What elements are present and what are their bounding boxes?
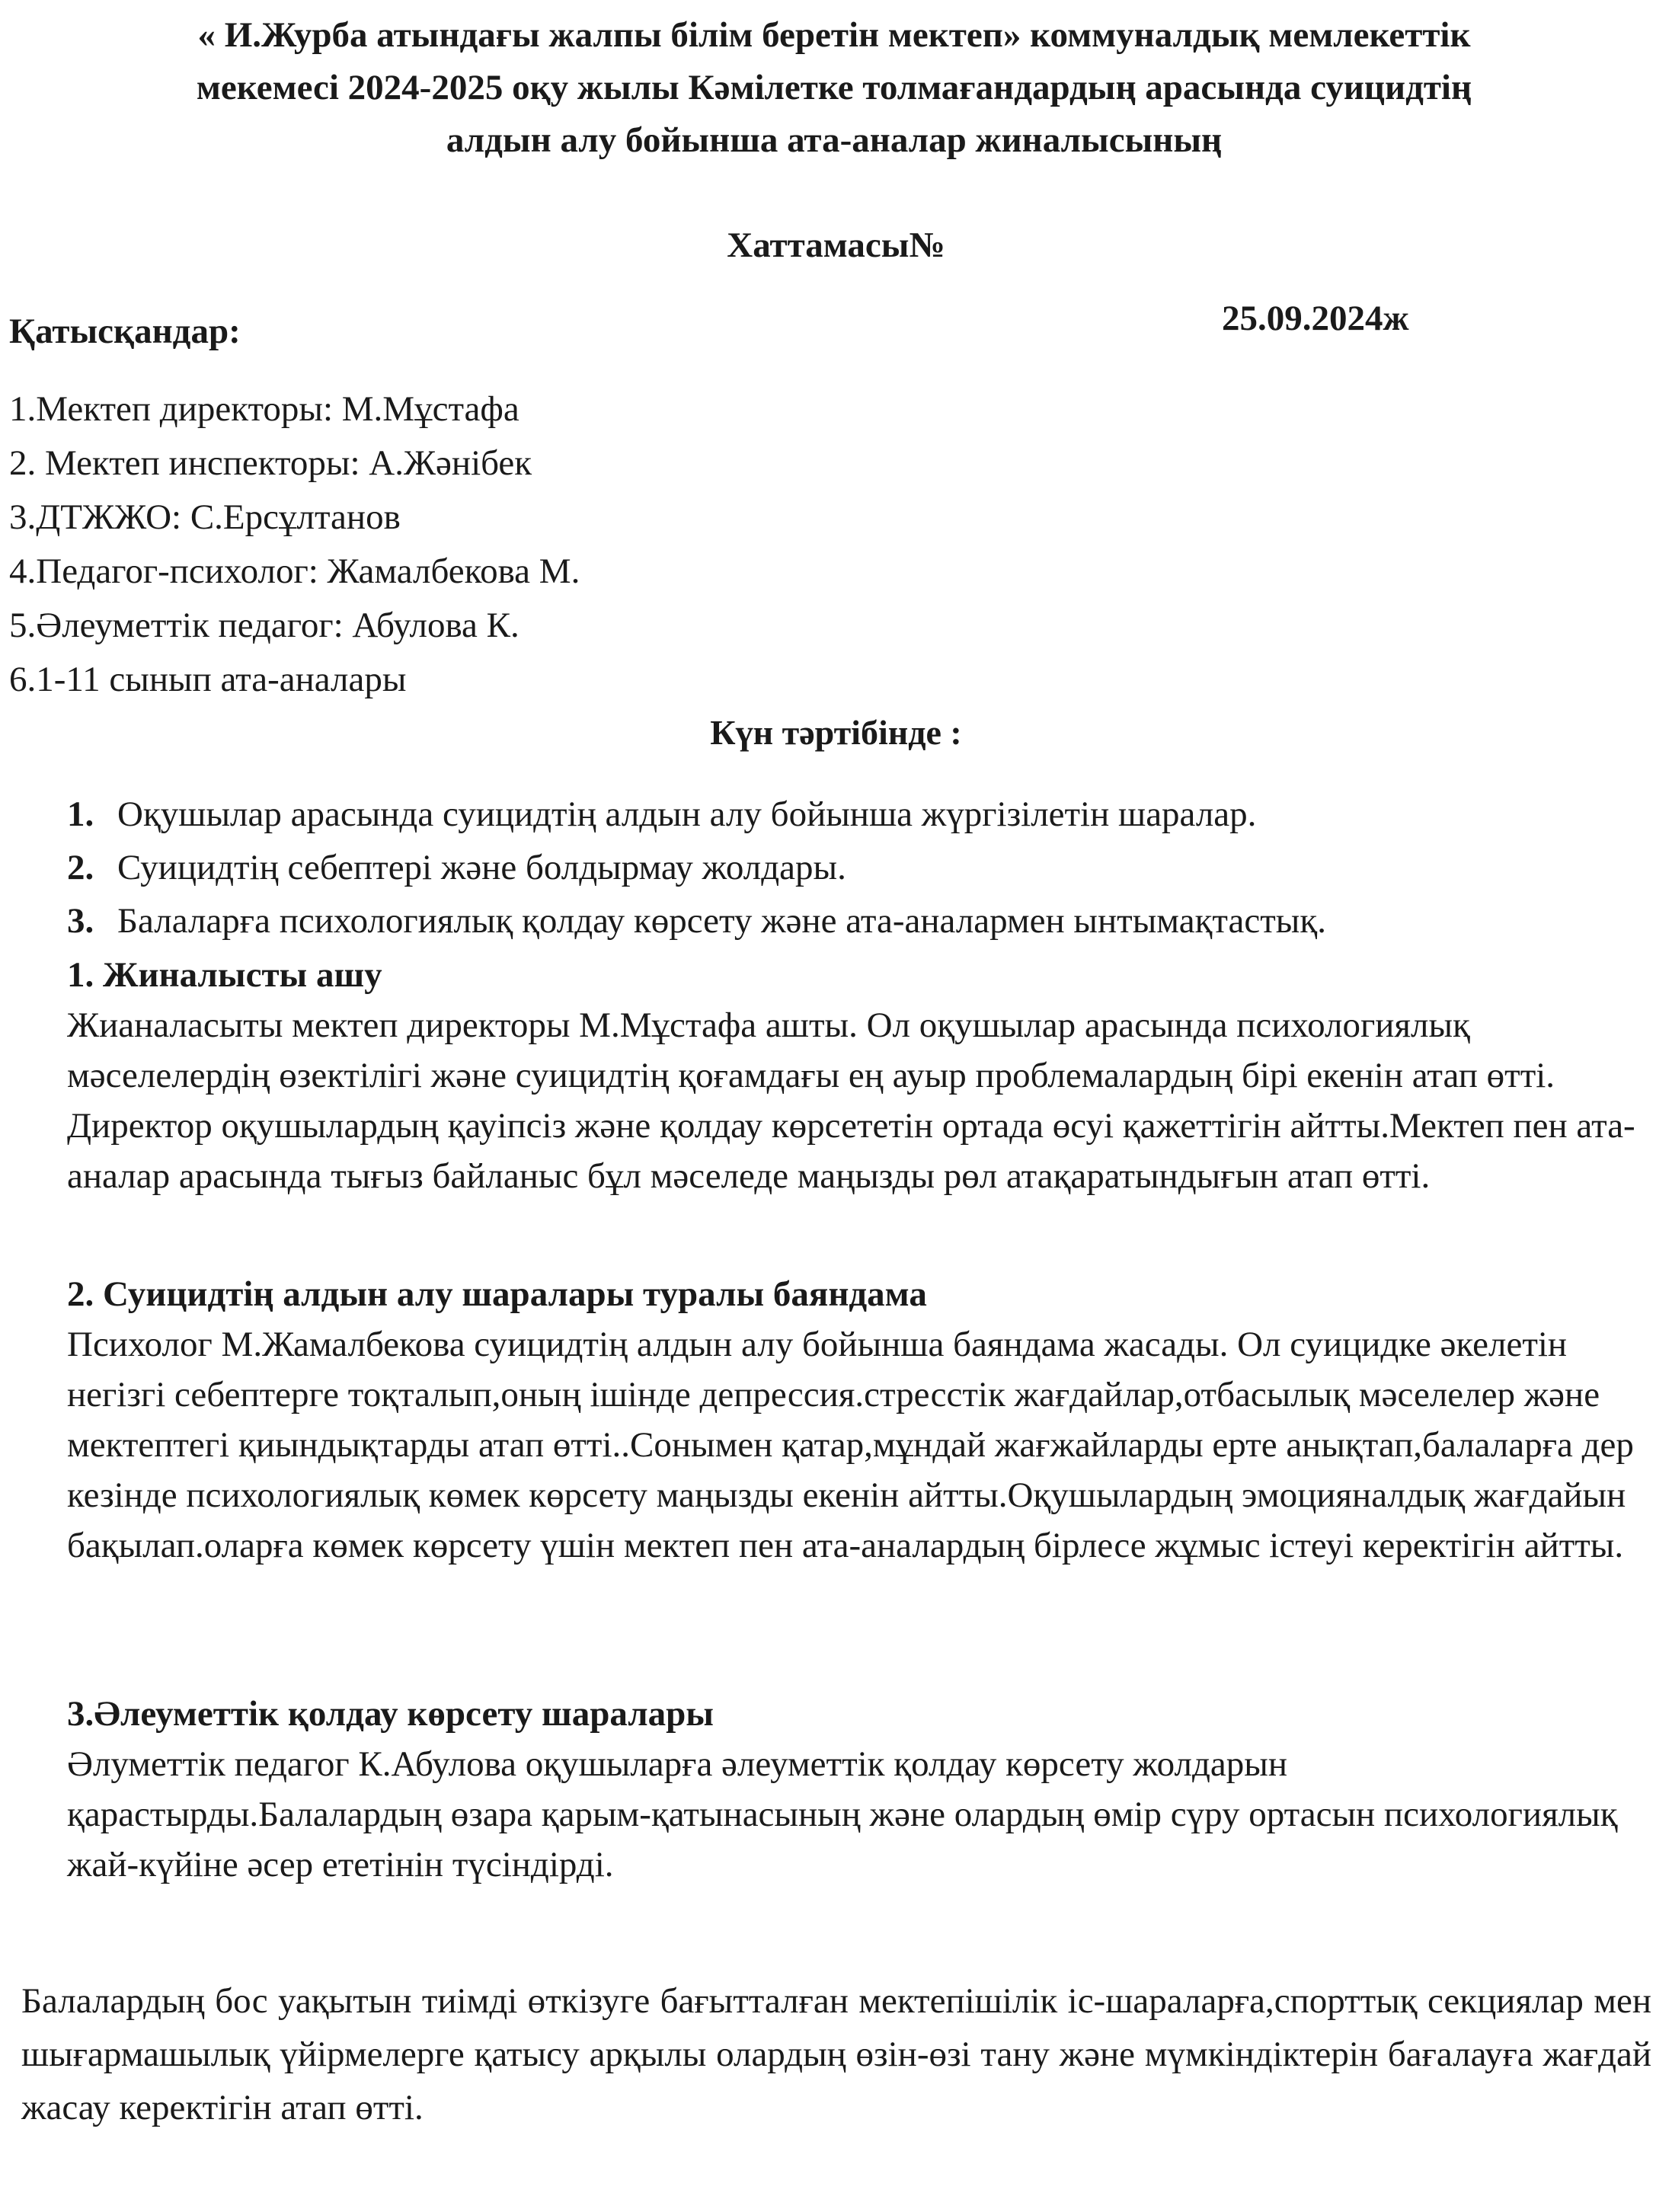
participant-item: 2. Мектеп инспекторы: А.Жәнібек [9, 443, 532, 483]
section-body: Әлуметтік педагог К.Абулова оқушыларға әлеуметтік қолдау көрсету жолдарын қарастырды.Балалардың өзара қарым-қатынасының және олардың өмір сүру ортасын психологиялық жай-күйіне әсер ететінін түсіндірді. [67, 1744, 1618, 1884]
agenda-item [67, 841, 1667, 894]
agenda-item-number: 3. [67, 901, 94, 941]
participant-item: 3.ДТЖЖО: С.Ерсұлтанов [9, 497, 401, 537]
agenda-heading: Күн тәртібінде : [710, 713, 962, 752]
meeting-date: 25.09.2024ж [1222, 299, 1409, 338]
section-body: Жианаласыты мектеп директоры М.Мұстафа ашты. Ол оқушылар арасында психологиялық мәселелердің өзектілігі және суицидтің қоғамдағы ең ауыр проблемалардың бірі екенін атап өтті. Директор оқушылардың қауіпсіз және қолдау көрсететін ортада өсуі қажеттігін айтты.Мектеп пен ата-аналар арасында тығыз байланыс бұл мәселеде маңызды рөл атақаратындығын атап өтті. [67, 1005, 1635, 1196]
agenda-item [67, 788, 1667, 841]
section-title: 1. Жиналысты ашу [67, 955, 382, 995]
section-body: Психолог М.Жамалбекова суицидтің алдын алу бойынша баяндама жасады. Ол суицидке әкелетін негізгі себептерге тоқталып,оның ішінде депрессия.стресстік жағдайлар,отбасылық мәселелер және мектептегі қиындықтарды атап өтті..Сонымен қатар,мұндай жағжайларды ерте анықтап,балаларға дер кезінде психологиялық көмек көрсету маңызды екенін айтты.Оқушылардың эмоцияналдық жағдайын бақылап.оларға көмек көрсету үшін мектеп пен ата-аналардың бірлесе жұмыс істеуі керектігін айтты. [67, 1325, 1634, 1565]
participant-item: 5.Әлеуметтік педагог: Абулова К. [9, 606, 520, 645]
section-title: 3.Әлеуметтік қолдау көрсету шаралары [67, 1694, 714, 1734]
participant-item: 1.Мектеп директоры: М.Мұстафа [9, 389, 520, 429]
document-header [15, 9, 1653, 167]
section-title: 2. Суицидтің алдын алу шаралары туралы баяндама [67, 1274, 927, 1314]
header-line-3: алдын алу бойынша ата-аналар жиналысының [446, 120, 1223, 160]
section-social-support [67, 1689, 1651, 1890]
participant-item: 6.1-11 сынып ата-аналары [9, 660, 407, 699]
agenda-item [67, 894, 1667, 948]
participant-item: 4.Педагог-психолог: Жамалбекова М. [9, 551, 580, 591]
protocol-title: Хаттамасы№ [727, 225, 945, 265]
participants-list [9, 382, 1076, 707]
agenda-item-text: Оқушылар арасында суицидтің алдын алу бойынша жүргізілетін шаралар. [117, 794, 1257, 834]
header-line-2: мекемесі 2024-2025 оқу жылы Кәмілетке толмағандардың арасында суицидтің [196, 68, 1472, 107]
participants-heading: Қатысқандар: [9, 312, 241, 351]
agenda-list [67, 788, 1667, 948]
agenda-item-number: 1. [67, 794, 94, 834]
closing-paragraph: Балалардың бос уақытын тиімді өткізуге бағытталған мектепішілік іс-шараларға,спорттық секциялар мен шығармашылық үйірмелерге қатысу арқылы олардың өзін-өзі тану және мүмкіндіктерін бағалауға жағдай жасау керектігін атап өтті. [21, 1981, 1651, 2127]
section-opening [67, 950, 1651, 1201]
header-line-1: « И.Журба атындағы жалпы білім беретін мектеп» коммуналдық мемлекеттік [197, 15, 1471, 55]
agenda-item-text: Балаларға психологиялық қолдау көрсету және ата-аналармен ынтымақтастық. [117, 901, 1326, 941]
agenda-item-text: Суицидтің себептері және болдырмау жолдары. [117, 848, 846, 887]
section-report [67, 1269, 1651, 1571]
agenda-item-number: 2. [67, 848, 94, 887]
